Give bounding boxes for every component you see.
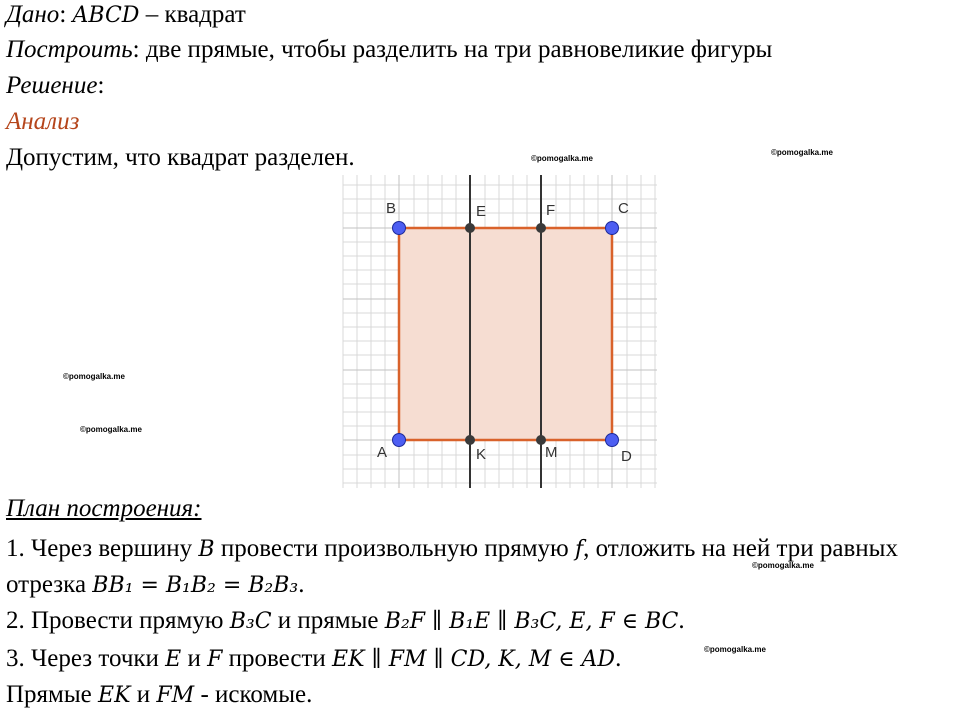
answer-ek: EK: [98, 683, 131, 708]
step1-line2: [6, 570, 305, 601]
step3-line: [6, 644, 621, 675]
point-d: [606, 434, 619, 447]
label-d: D: [621, 448, 632, 465]
watermark: ©pomogalka.me: [63, 372, 125, 381]
step3-dot: .: [615, 645, 622, 672]
step1-tail: , отложить на ней три равных: [583, 535, 898, 562]
answer-fm: FM: [156, 683, 195, 708]
given-label: Дано: [6, 1, 60, 28]
point-c: [606, 222, 619, 235]
solution-colon: :: [97, 72, 105, 99]
answer-and: и: [130, 681, 157, 708]
watermark: ©pomogalka.me: [752, 561, 814, 570]
step1-mid: провести произвольную прямую: [214, 535, 575, 562]
watermark: ©pomogalka.me: [704, 645, 766, 654]
label-m: M: [545, 444, 558, 461]
point-a: [393, 434, 406, 447]
step2-b3c: B₃C: [229, 609, 272, 634]
step1-eq: BB₁ = B₁B₂ = B₂B₃: [92, 573, 299, 598]
answer-line: [6, 680, 312, 711]
step3-f: F: [207, 647, 223, 672]
label-c: C: [618, 200, 629, 217]
label-b: B: [386, 200, 397, 217]
step1-b: B: [198, 537, 215, 562]
step3-and: и: [181, 645, 208, 672]
analysis-heading: Анализ: [6, 108, 80, 135]
construct-label: Построить: [6, 36, 133, 63]
answer-prefix: Прямые: [6, 681, 99, 708]
given-colon: :: [59, 1, 67, 28]
step1-f: f: [574, 537, 584, 562]
step1-line2-prefix: отрезка: [6, 571, 93, 598]
step3-e: E: [165, 647, 182, 672]
label-k: K: [476, 446, 487, 463]
step3-prefix: 3. Через точки: [6, 645, 166, 672]
step2-line: [6, 606, 685, 637]
label-e: E: [476, 203, 487, 220]
step1-prefix: 1. Через вершину: [6, 535, 199, 562]
watermark: ©pomogalka.me: [80, 425, 142, 434]
step2-expr: B₂F ∥ B₁E ∥ B₃C, E, F ∈ BC: [384, 609, 679, 634]
step2-prefix: 2. Провести прямую: [6, 607, 230, 634]
label-f: F: [546, 202, 556, 219]
given-value: ABCD: [72, 3, 140, 28]
solution-label: Решение: [6, 72, 98, 99]
answer-tail: - искомые.: [194, 681, 313, 708]
step1-dot: .: [298, 571, 305, 598]
point-b: [393, 222, 406, 235]
construct-text: : две прямые, чтобы разделить на три равновеликие фигуры: [132, 36, 773, 63]
step3-mid: провести: [222, 645, 333, 672]
square-abcd: [399, 228, 612, 440]
point-f: [536, 223, 546, 233]
step2-mid: и прямые: [271, 607, 385, 634]
watermark: ©pomogalka.me: [531, 154, 593, 163]
plan-title: План построения:: [6, 495, 202, 522]
step3-expr: EK ∥ FM ∥ CD, K, M ∈ AD: [332, 647, 616, 672]
step2-dot: .: [678, 607, 685, 634]
point-e: [465, 223, 475, 233]
label-a: A: [377, 444, 388, 461]
given-rest: – квадрат: [139, 1, 246, 28]
point-k: [465, 435, 475, 445]
assume-line: Допустим, что квадрат разделен.: [6, 144, 355, 171]
watermark: ©pomogalka.me: [771, 148, 833, 157]
